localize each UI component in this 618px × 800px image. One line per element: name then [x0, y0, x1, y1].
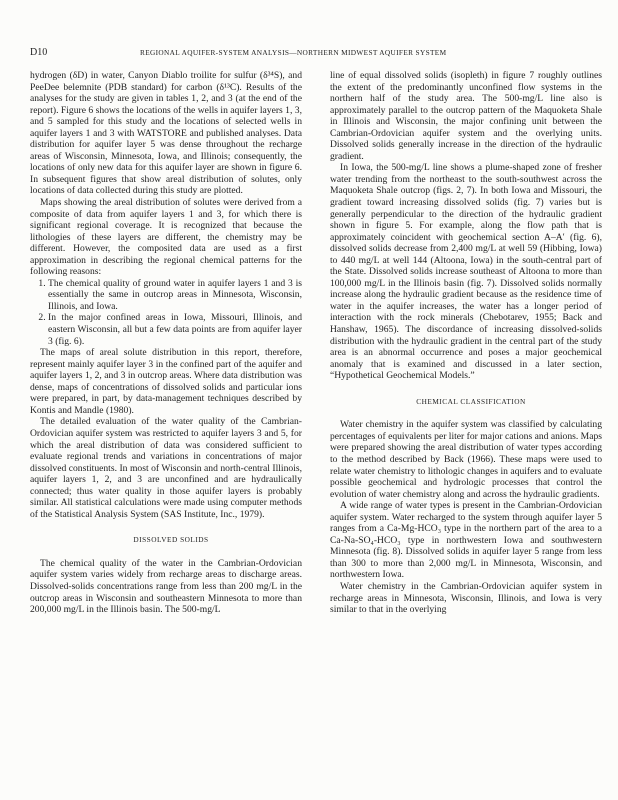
paragraph: The maps of areal solute distribution in this report, therefore, represent mainly aquifer layer 3 in the confined part of the aquifer and aquifer layers 1, 2, and 3 in outcrop areas. Where data distribution was dense, maps of concentrations of dissolved solids and particular ions were prepared, in part, by data-management techniques described by Kontis and Mandle (1980). [30, 347, 302, 416]
paragraph: hydrogen (δD) in water, Canyon Diablo troilite for sulfur (δ³⁴S), and PeeDee belemnite (PDB standard) for carbon (δ¹³C). Results of the analyses for the study are given in tables 1, 2, and 3 (at the end of the report). Figure 6 shows the locations of the wells in aquifer layers 1, 3, and 5 sampled for this study and the locations of selected wells in aquifer layers 1 and 3 with WATSTORE and published analyses. Data distribution for aquifer layer 5 was dense throughout the recharge areas of Wisconsin, Minnesota, Iowa, and Illinois; consequently, the locations of only new data for this aquifer layer are shown in figure 6. In subsequent figures that show areal distribution of solutes, only locations of data collected during this study are plotted. [30, 70, 302, 197]
paragraph: Water chemistry in the Cambrian-Ordovician aquifer system in recharge areas in Minnesota, Wisconsin, Illinois, and Iowa is very similar to that in the overlying [330, 580, 602, 616]
paragraph: The detailed evaluation of the water quality of the Cambrian-Ordovician aquifer system was restricted to aquifer layers 3 and 5, for which the areal distribution of data was considered sufficient to evaluate regional trends and variations in concentrations of major dissolved constituents. In most of Wisconsin and north-central Illinois, aquifer layers 1, 2, and 3 are unconfined and are hydraulically connected; thus water quality in those aquifer layers is probably similar. All statistical calculations were made using computer methods of the Statistical Analysis System (SAS Institute, Inc., 1979). [30, 416, 302, 520]
section-heading-chemical-classification: CHEMICAL CLASSIFICATION [416, 396, 526, 406]
page-number: D10 [30, 47, 48, 58]
paragraph: In Iowa, the 500-mg/L line shows a plume-shaped zone of fresher water trending from the northeast to the south-southwest across the Maquoketa Shale outcrop (figs. 2, 7). In both Iowa and Missouri, the gradient toward increasing dissolved solids (fig. 7) varies but is generally perpendicular to the direction of the hydraulic gradient shown in figure 5. For example, along the flow path that is approximately coincident with geochemical section A–A′ (fig. 6), dissolved solids decrease from 2,400 mg/L at well 59 (Hibbing, Iowa) to 440 mg/L at well 144 (Altoona, Iowa) in the south-central part of the State. Dissolved solids increase southeast of Altoona to more than 100,000 mg/L in the Illinois basin (fig. 7). Dissolved solids normally increase along the hydraulic gradient because as the residence time of water in the aquifer increases, the water has a longer period of interaction with the rock minerals (Chebotarev, 1955; Back and Hanshaw, 1965). The discordance of increasing dissolved-solids distribution with the hydraulic gradient in the central part of the study area is an abnormal occurrence and poses a major geochemical anomaly that is examined and discussed in a later section, “Hypothetical Geochemical Models.” [330, 162, 602, 382]
paragraph: The chemical quality of the water in the Cambrian-Ordovician aquifer system varies widely from recharge areas to discharge areas. Dissolved-solids concentrations range from less than 200 mg/L in the outcrop areas in Wisconsin and southeastern Minnesota to more than 200,000 mg/L in the Illinois basin. The 500-mg/L [30, 557, 302, 616]
reasons-list [30, 278, 302, 347]
section-heading-dissolved-solids: DISSOLVED SOLIDS [133, 535, 209, 545]
list-item: 1. The chemical quality of ground water in aquifer layers 1 and 3 is essentially the same in outcrop areas in Minnesota, Wisconsin, Illinois, and Iowa. [48, 278, 302, 313]
right-column [330, 70, 602, 616]
paragraph: Water chemistry in the aquifer system was classified by calculating percentages of equivalents per liter for major cations and anions. Maps were prepared showing the areal distribution of water types according to the method described by Back (1966). These maps were used to relate water chemistry to lithologic changes in aquifers and to evaluate possible geochemical and hydrologic processes that control the evolution of water chemistry along and across the hydraulic gradients. [330, 419, 602, 500]
paragraph: Maps showing the areal distribution of solutes were derived from a composite of data from aquifer layers 1 and 3, for which there is significant regional coverage. It is recognized that because the lithologies of these layers are different, the chemistry may be different. However, the composited data are used as a first approximation in describing the regional chemical patterns for the following reasons: [30, 197, 302, 278]
list-item: 2. In the major confined areas in Iowa, Missouri, Illinois, and eastern Wisconsin, all but a few data points are from aquifer layer 3 (fig. 6). [48, 312, 302, 347]
paragraph: line of equal dissolved solids (isopleth) in figure 7 roughly outlines the extent of the predominantly unconfined flow systems in the northern half of the study area. The 500-mg/L line also is approximately parallel to the outcrop pattern of the Maquoketa Shale in Illinois and Wisconsin, the major confining unit between the Cambrian-Ordovician aquifer system and the overlying units. Dissolved solids generally increase in the direction of the hydraulic gradient. [330, 70, 602, 162]
left-column [30, 70, 302, 616]
running-head: REGIONAL AQUIFER-SYSTEM ANALYSIS—NORTHERN MIDWEST AQUIFER SYSTEM [140, 48, 447, 57]
paragraph: A wide range of water types is present in the Cambrian-Ordovician aquifer system. Water recharged to the system through aquifer layer 5 ranges from a Ca-Mg-HCO₃ type in the northern part of the area to a Ca-Na-SO₄-HCO₃ type in northwestern Iowa and southwestern Minnesota (fig. 8). Dissolved solids in aquifer layer 5 range from less than 300 to more than 2,000 mg/L in Minnesota, Wisconsin, and northwestern Iowa. [330, 500, 602, 581]
page-header [30, 47, 602, 59]
